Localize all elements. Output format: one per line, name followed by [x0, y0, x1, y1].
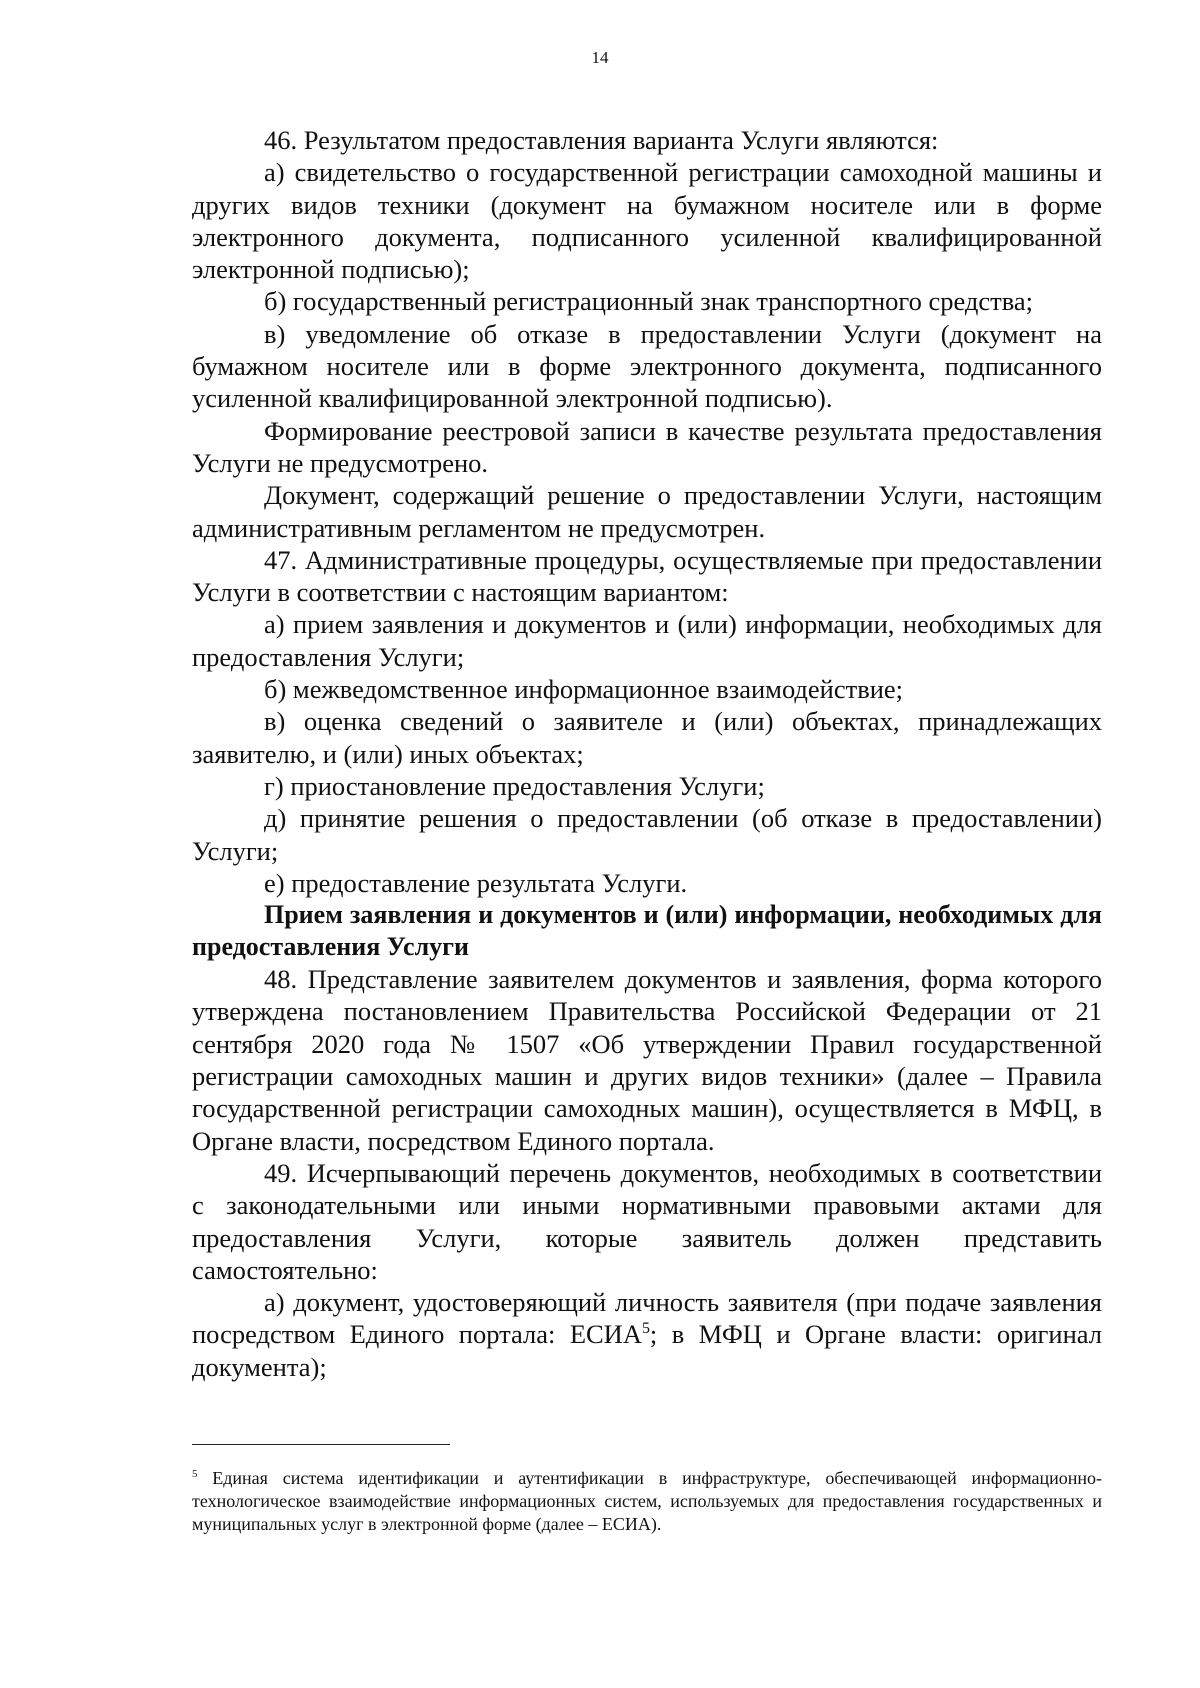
paragraph-48: 48. Представление заявителем документов и заявления, форма которого утверждена постановлением Правительства Российской Федерации от 21 сентября 2020 года № 1507 «Об утверждении Правил государственной регистрации самоходных машин и других видов техники» (далее – Правила государственной регистрации самоходных машин), осуществляется в МФЦ, в Органе власти, посредством Единого портала. — [192, 964, 1102, 1156]
paragraph-47: 47. Административные процедуры, осуществляемые при предоставлении Услуги в соответствии с настоящим вариантом: — [192, 544, 1102, 608]
section-heading: Прием заявления и документов и (или) информации, необходимых для предоставления Услуги — [192, 900, 1102, 962]
paragraph-49-a — [192, 1286, 1102, 1383]
paragraph-46-registry: Формирование реестровой записи в качестве результата предоставления Услуги не предусмотрено. — [192, 415, 1102, 478]
paragraph-49: 49. Исчерпывающий перечень документов, необходимых в соответствии с законодательными или иными нормативными правовыми актами для предоставления Услуги, которые заявитель должен представить самостоятельно: — [192, 1157, 1102, 1285]
paragraph-46-b: б) государственный регистрационный знак транспортного средства; — [264, 286, 1034, 317]
paragraph-49-a-text-end: ; в МФЦ и Органе власти: оригинал документа); — [192, 1319, 1102, 1382]
document-body — [192, 124, 1102, 1383]
footnote — [192, 1467, 1102, 1536]
paragraph-47-d: г) приостановление предоставления Услуги; — [264, 770, 765, 801]
page-number: 14 — [591, 48, 609, 67]
paragraph-47-a: а) прием заявления и документов и (или) информации, необходимых для предоставления Услуги; — [192, 609, 1102, 672]
paragraph-46-a: а) свидетельство о государственной регистрации самоходной машины и других видов техники (документ на бумажном носителе или в форме электронного документа, подписанного усиленной квалифицированной электронной подписью); — [192, 157, 1102, 285]
paragraph-47-b: б) межведомственное информационное взаимодействие; — [264, 674, 904, 705]
paragraph-49-a-text: а) документ, удостоверяющий личность заявителя (при подаче заявления посредством Единого портала: ЕСИА — [192, 1287, 1102, 1350]
footnote-marker: 5 — [192, 1468, 198, 1480]
paragraph-47-e: д) принятие решения о предоставлении (об отказе в предоставлении) Услуги; — [192, 803, 1102, 866]
footnote-separator — [192, 1444, 450, 1445]
paragraph-46: 46. Результатом предоставления варианта Услуги являются: — [264, 125, 939, 155]
paragraph-46-document: Документ, содержащий решение о предоставлении Услуги, настоящим административным регламентом не предусмотрен. — [192, 480, 1102, 543]
paragraph-47-f: е) предоставление результата Услуги. — [264, 867, 688, 898]
paragraph-46-c: в) уведомление об отказе в предоставлении Услуги (документ на бумажном носителе или в форме электронного документа, подписанного усиленной квалифицированной электронной подписью). — [192, 318, 1102, 414]
footnote-reference[interactable]: 5 — [641, 1320, 650, 1338]
paragraph-47-c: в) оценка сведений о заявителе и (или) объектах, принадлежащих заявителю, и (или) иных объектах; — [192, 706, 1102, 769]
footnote-text: Единая система идентификации и аутентификации в инфраструктуре, обеспечивающей информационно-технологическое взаимодействие информационных систем, используемых для предоставления государственных и муниципальных услуг в электронной форме (далее – ЕСИА). — [192, 1468, 1102, 1534]
